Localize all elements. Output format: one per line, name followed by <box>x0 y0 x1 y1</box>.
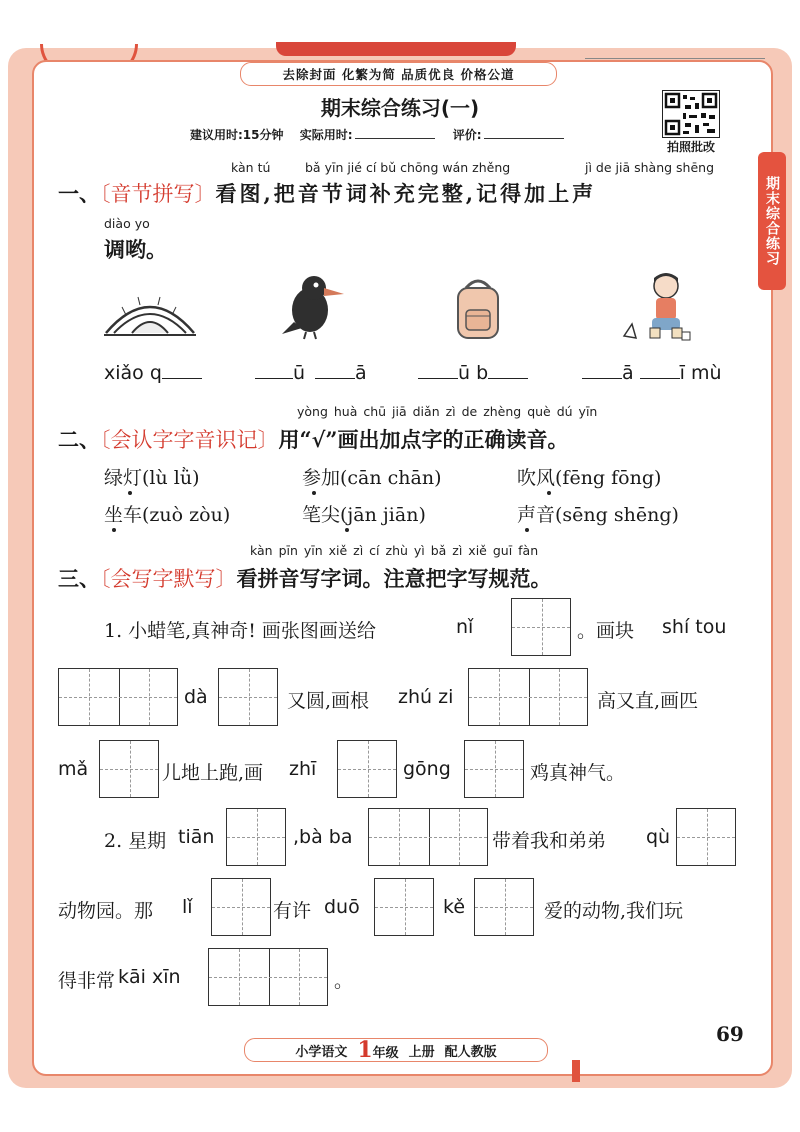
answer-text: ū <box>293 362 306 384</box>
child-playing-blocks-icon <box>622 270 694 346</box>
choice-item[interactable]: 参加(cān chān) <box>302 467 442 489</box>
section-tag: 〔音节拼写〕 <box>100 182 216 206</box>
section-number: 一、 <box>58 181 100 206</box>
choice-item[interactable]: 坐车(zuò zòu) <box>104 504 231 526</box>
backpack-icon <box>452 276 504 342</box>
actual-time-blank[interactable] <box>355 127 435 139</box>
grid-line <box>475 907 533 908</box>
pinyin-gong: gōng <box>403 758 451 780</box>
answer-text: ū b <box>458 362 489 384</box>
section-number: 三、 <box>58 566 100 591</box>
answer-blank[interactable] <box>162 364 202 379</box>
passage2-text: 有许 <box>273 900 312 922</box>
pinyin-qu: qù <box>646 826 671 848</box>
grid-line <box>219 697 277 698</box>
footer-subject: 小学语文 <box>295 1044 348 1060</box>
passage1-text: 儿地上跑,画 <box>162 762 264 784</box>
pinyin-kantu: kàn tú <box>231 160 271 175</box>
qr-code-icon[interactable] <box>662 90 720 138</box>
name-line <box>585 58 765 59</box>
answer-text: ī mù <box>679 362 722 384</box>
bridge-icon <box>102 285 198 341</box>
pinyin-kaixin: kāi xīn <box>118 966 181 988</box>
answer-text: ā <box>355 362 367 384</box>
section1-heading-cont: 调哟。 <box>104 237 167 262</box>
section1-heading <box>58 178 596 208</box>
grid-line <box>100 769 158 770</box>
grid-line <box>59 697 177 698</box>
grid-line <box>465 769 523 770</box>
emphasis-dot <box>345 528 349 532</box>
passage1-text: 鸡真神气。 <box>530 762 626 784</box>
grid-line <box>677 837 735 838</box>
slogan: 去除封面 化繁为简 品质优良 价格公道 <box>240 62 557 86</box>
pinyin-bayinjie: bǎ yīn jié cí bǔ chōng wán zhěng <box>305 160 511 175</box>
crow-icon <box>280 272 346 340</box>
pinyin-ma: mǎ <box>58 758 89 780</box>
answer-blank[interactable] <box>418 364 458 379</box>
grid-line <box>212 907 270 908</box>
choice-item[interactable]: 声音(sēng shēng) <box>517 504 679 526</box>
emphasis-dot <box>112 528 116 532</box>
suggested-time: 建议用时:15分钟 <box>190 128 284 142</box>
answer-blank[interactable] <box>582 364 622 379</box>
writing-grid[interactable] <box>374 878 434 936</box>
section3-heading <box>58 563 552 593</box>
qr-label: 拍照批改 <box>666 140 715 154</box>
footer-volume: 上册 <box>408 1044 435 1060</box>
writing-grid[interactable] <box>99 740 159 798</box>
grid-line <box>512 627 570 628</box>
answer-blank[interactable] <box>488 364 528 379</box>
footer-grade-suffix: 年级 <box>372 1046 399 1061</box>
section2-heading <box>58 424 568 454</box>
actual-time-label: 实际用时: <box>299 128 353 142</box>
grid-line <box>375 907 433 908</box>
grid-line <box>227 837 285 838</box>
passage1-text: 1. 小蜡笔,真神奇! 画张图画送给 <box>104 620 376 642</box>
passage2-text: 动物园。那 <box>58 900 154 922</box>
pinyin-shitou: shí tou <box>662 616 727 638</box>
writing-grid[interactable] <box>337 740 397 798</box>
section-number: 二、 <box>58 427 100 452</box>
writing-grid[interactable] <box>211 878 271 936</box>
answer-blocks[interactable] <box>582 362 722 384</box>
rating-blank[interactable] <box>484 127 564 139</box>
passage2-text: 2. 星期 <box>104 830 167 852</box>
rating-label: 评价: <box>452 128 482 142</box>
footer-grade: 1 <box>357 1037 373 1063</box>
grid-line <box>209 977 327 978</box>
writing-grid[interactable] <box>676 808 736 866</box>
writing-grid[interactable] <box>474 878 534 936</box>
passage1-text: 。画块 <box>577 620 635 642</box>
pinyin-zhi: zhī <box>289 758 317 780</box>
pinyin-tian: tiān <box>178 826 215 848</box>
section-instruction: 看图,把音节词补充完整,记得加上声 <box>215 181 597 206</box>
pinyin-li: lǐ <box>182 896 193 918</box>
passage2-text: 得非常 <box>58 970 116 992</box>
choice-item[interactable]: 吹风(fēng fōng) <box>517 467 662 489</box>
page-number: 69 <box>716 1022 744 1046</box>
emphasis-dot <box>128 491 132 495</box>
pinyin-zhuzi: zhú zi <box>398 686 454 708</box>
page-marker <box>572 1060 580 1082</box>
answer-bridge[interactable] <box>104 362 202 384</box>
writing-grid[interactable] <box>58 668 178 726</box>
writing-grid[interactable] <box>368 808 488 866</box>
section-instruction: 用“√”画出加点字的正确读音。 <box>278 427 569 452</box>
pinyin-da: dà <box>184 686 208 708</box>
grid-line <box>469 697 587 698</box>
time-info <box>190 126 578 143</box>
emphasis-dot <box>312 491 316 495</box>
choice-item[interactable]: 绿灯(lù lǜ) <box>104 467 200 489</box>
section-instruction: 看拼音写字词。注意把字写规范。 <box>236 566 552 591</box>
writing-grid[interactable] <box>208 948 328 1006</box>
answer-blank[interactable] <box>255 364 293 379</box>
emphasis-dot <box>547 491 551 495</box>
pinyin-jide: jì de jiā shàng shēng <box>585 160 715 175</box>
answer-crow[interactable] <box>255 362 367 384</box>
section2-pinyin: yòng huà chū jiā diǎn zì de zhèng què dú yīn <box>297 404 598 419</box>
pinyin-diaoyo: diào yo <box>104 216 150 231</box>
pinyin-ni: nǐ <box>456 616 474 638</box>
writing-grid[interactable] <box>218 668 278 726</box>
pinyin-ke: kě <box>443 896 466 918</box>
passage1-text: 又圆,画根 <box>287 690 370 712</box>
footer-edition: 配人教版 <box>444 1044 497 1060</box>
answer-blank[interactable] <box>640 364 680 379</box>
pinyin-baba: ,bà ba <box>293 826 353 848</box>
writing-grid[interactable] <box>226 808 286 866</box>
footer-info <box>244 1038 548 1062</box>
answer-text: xiǎo q <box>104 362 162 384</box>
passage2-text: 爱的动物,我们玩 <box>544 900 684 922</box>
pinyin-duo: duō <box>324 896 360 918</box>
passage2-text: 。 <box>334 970 354 992</box>
side-tab: 期末综合练习 <box>758 152 786 290</box>
page-title: 期末综合练习(一) <box>320 96 480 120</box>
answer-backpack[interactable] <box>418 362 528 384</box>
passage2-text: 带着我和弟弟 <box>492 830 607 852</box>
grid-line <box>369 837 487 838</box>
writing-grid[interactable] <box>464 740 524 798</box>
passage1-text: 高又直,画匹 <box>597 690 699 712</box>
answer-text: ā <box>622 362 634 384</box>
writing-grid[interactable] <box>468 668 588 726</box>
grid-line <box>338 769 396 770</box>
section-tag: 〔会认字字音识记〕 <box>100 428 279 452</box>
choice-item[interactable]: 笔尖(jān jiān) <box>302 504 426 526</box>
answer-blank[interactable] <box>315 364 355 379</box>
section-tag: 〔会写字默写〕 <box>100 567 237 591</box>
top-banner <box>276 42 516 56</box>
emphasis-dot <box>525 528 529 532</box>
section3-pinyin: kàn pīn yīn xiě zì cí zhù yì bǎ zì xiě guī fàn <box>250 543 539 558</box>
writing-grid[interactable] <box>511 598 571 656</box>
